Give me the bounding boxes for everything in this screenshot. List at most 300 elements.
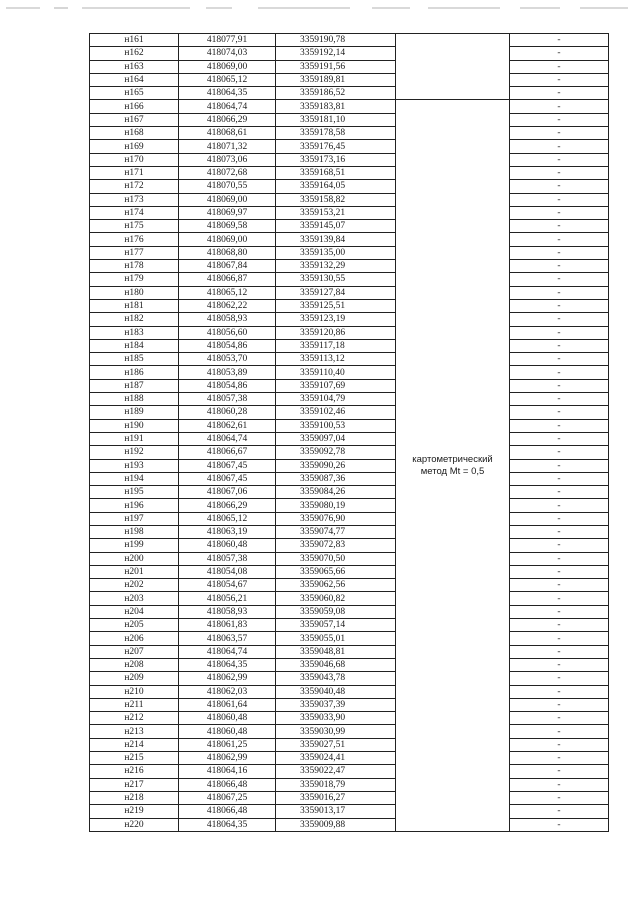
point-id-cell: н202 xyxy=(90,579,179,592)
x-coordinate-cell: 418066,87 xyxy=(179,273,276,286)
x-coordinate-cell: 418068,61 xyxy=(179,127,276,140)
table-row xyxy=(90,366,609,379)
description-cell: - xyxy=(510,166,609,179)
point-id-cell: н163 xyxy=(90,60,179,73)
x-coordinate-cell: 418064,35 xyxy=(179,87,276,100)
x-coordinate-cell: 418077,91 xyxy=(179,34,276,47)
y-coordinate-cell: 3359125,51 xyxy=(276,299,396,312)
description-cell: - xyxy=(510,34,609,47)
x-coordinate-cell: 418074,03 xyxy=(179,47,276,60)
table-row xyxy=(90,658,609,671)
y-coordinate-cell: 3359176,45 xyxy=(276,140,396,153)
description-cell: - xyxy=(510,113,609,126)
table-row xyxy=(90,73,609,86)
point-id-cell: н206 xyxy=(90,632,179,645)
y-coordinate-cell: 3359033,90 xyxy=(276,712,396,725)
description-cell: - xyxy=(510,552,609,565)
description-cell: - xyxy=(510,512,609,525)
x-coordinate-cell: 418065,12 xyxy=(179,512,276,525)
description-cell: - xyxy=(510,220,609,233)
table-row xyxy=(90,233,609,246)
table-row xyxy=(90,525,609,538)
x-coordinate-cell: 418061,64 xyxy=(179,698,276,711)
y-coordinate-cell: 3359080,19 xyxy=(276,499,396,512)
y-coordinate-cell: 3359139,84 xyxy=(276,233,396,246)
point-id-cell: н181 xyxy=(90,299,179,312)
table-row xyxy=(90,565,609,578)
table-row xyxy=(90,738,609,751)
description-cell: - xyxy=(510,765,609,778)
description-cell: - xyxy=(510,712,609,725)
table-row xyxy=(90,180,609,193)
table-row xyxy=(90,140,609,153)
description-cell: - xyxy=(510,326,609,339)
y-coordinate-cell: 3359016,27 xyxy=(276,791,396,804)
x-coordinate-cell: 418054,08 xyxy=(179,565,276,578)
x-coordinate-cell: 418054,86 xyxy=(179,379,276,392)
y-coordinate-cell: 3359097,04 xyxy=(276,432,396,445)
point-id-cell: н176 xyxy=(90,233,179,246)
x-coordinate-cell: 418066,29 xyxy=(179,499,276,512)
point-id-cell: н215 xyxy=(90,752,179,765)
point-id-cell: н178 xyxy=(90,260,179,273)
x-coordinate-cell: 418062,99 xyxy=(179,752,276,765)
point-id-cell: н180 xyxy=(90,286,179,299)
point-id-cell: н217 xyxy=(90,778,179,791)
method-label-line2: метод Mt = 0,5 xyxy=(420,465,485,477)
table-row xyxy=(90,472,609,485)
x-coordinate-cell: 418064,74 xyxy=(179,100,276,113)
y-coordinate-cell: 3359074,77 xyxy=(276,525,396,538)
point-id-cell: н177 xyxy=(90,246,179,259)
table-row xyxy=(90,712,609,725)
point-id-cell: н200 xyxy=(90,552,179,565)
table-row xyxy=(90,326,609,339)
point-id-cell: н212 xyxy=(90,712,179,725)
description-cell: - xyxy=(510,339,609,352)
y-coordinate-cell: 3359018,79 xyxy=(276,778,396,791)
y-coordinate-cell: 3359191,56 xyxy=(276,60,396,73)
y-coordinate-cell: 3359072,83 xyxy=(276,539,396,552)
table-row xyxy=(90,393,609,406)
x-coordinate-cell: 418071,32 xyxy=(179,140,276,153)
description-cell: - xyxy=(510,738,609,751)
point-id-cell: н195 xyxy=(90,486,179,499)
table-row xyxy=(90,34,609,47)
table-row xyxy=(90,193,609,206)
table-row xyxy=(90,166,609,179)
description-cell: - xyxy=(510,446,609,459)
x-coordinate-cell: 418054,67 xyxy=(179,579,276,592)
x-coordinate-cell: 418067,25 xyxy=(179,791,276,804)
x-coordinate-cell: 418065,12 xyxy=(179,286,276,299)
point-id-cell: н207 xyxy=(90,645,179,658)
point-id-cell: н168 xyxy=(90,127,179,140)
x-coordinate-cell: 418063,19 xyxy=(179,525,276,538)
point-id-cell: н188 xyxy=(90,393,179,406)
y-coordinate-cell: 3359100,53 xyxy=(276,419,396,432)
point-id-cell: н198 xyxy=(90,525,179,538)
x-coordinate-cell: 418057,38 xyxy=(179,393,276,406)
y-coordinate-cell: 3359024,41 xyxy=(276,752,396,765)
description-cell: - xyxy=(510,752,609,765)
y-coordinate-cell: 3359135,00 xyxy=(276,246,396,259)
x-coordinate-cell: 418058,93 xyxy=(179,313,276,326)
point-id-cell: н161 xyxy=(90,34,179,47)
y-coordinate-cell: 3359087,36 xyxy=(276,472,396,485)
table-row xyxy=(90,672,609,685)
table-row xyxy=(90,499,609,512)
description-cell: - xyxy=(510,366,609,379)
y-coordinate-cell: 3359040,48 xyxy=(276,685,396,698)
table-row xyxy=(90,339,609,352)
point-id-cell: н210 xyxy=(90,685,179,698)
x-coordinate-cell: 418065,12 xyxy=(179,73,276,86)
x-coordinate-cell: 418061,25 xyxy=(179,738,276,751)
description-cell: - xyxy=(510,193,609,206)
y-coordinate-cell: 3359013,17 xyxy=(276,805,396,818)
table-row xyxy=(90,486,609,499)
description-cell: - xyxy=(510,180,609,193)
description-cell: - xyxy=(510,260,609,273)
point-id-cell: н179 xyxy=(90,273,179,286)
description-cell: - xyxy=(510,100,609,113)
description-cell: - xyxy=(510,353,609,366)
table-row xyxy=(90,100,609,113)
x-coordinate-cell: 418061,83 xyxy=(179,619,276,632)
table-row xyxy=(90,220,609,233)
table-row xyxy=(90,353,609,366)
x-coordinate-cell: 418056,21 xyxy=(179,592,276,605)
y-coordinate-cell: 3359065,66 xyxy=(276,565,396,578)
y-coordinate-cell: 3359168,51 xyxy=(276,166,396,179)
table-row xyxy=(90,153,609,166)
point-id-cell: н186 xyxy=(90,366,179,379)
description-cell: - xyxy=(510,725,609,738)
point-id-cell: н220 xyxy=(90,818,179,831)
table-row xyxy=(90,605,609,618)
x-coordinate-cell: 418062,61 xyxy=(179,419,276,432)
table-row xyxy=(90,206,609,219)
point-id-cell: н184 xyxy=(90,339,179,352)
point-id-cell: н193 xyxy=(90,459,179,472)
y-coordinate-cell: 3359062,56 xyxy=(276,579,396,592)
y-coordinate-cell: 3359190,78 xyxy=(276,34,396,47)
table-row xyxy=(90,60,609,73)
x-coordinate-cell: 418069,00 xyxy=(179,193,276,206)
table-row xyxy=(90,725,609,738)
point-id-cell: н201 xyxy=(90,565,179,578)
point-id-cell: н171 xyxy=(90,166,179,179)
point-id-cell: н190 xyxy=(90,419,179,432)
description-cell: - xyxy=(510,379,609,392)
description-cell: - xyxy=(510,60,609,73)
table-row xyxy=(90,273,609,286)
description-cell: - xyxy=(510,778,609,791)
x-coordinate-cell: 418062,03 xyxy=(179,685,276,698)
table-row xyxy=(90,805,609,818)
x-coordinate-cell: 418066,67 xyxy=(179,446,276,459)
description-cell: - xyxy=(510,632,609,645)
point-id-cell: н203 xyxy=(90,592,179,605)
table-row xyxy=(90,419,609,432)
x-coordinate-cell: 418062,22 xyxy=(179,299,276,312)
description-cell: - xyxy=(510,419,609,432)
x-coordinate-cell: 418064,74 xyxy=(179,645,276,658)
point-id-cell: н183 xyxy=(90,326,179,339)
x-coordinate-cell: 418066,48 xyxy=(179,778,276,791)
y-coordinate-cell: 3359030,99 xyxy=(276,725,396,738)
method-label-line1: картометрический xyxy=(412,453,493,465)
point-id-cell: н205 xyxy=(90,619,179,632)
table-row xyxy=(90,592,609,605)
y-coordinate-cell: 3359113,12 xyxy=(276,353,396,366)
y-coordinate-cell: 3359117,18 xyxy=(276,339,396,352)
table-row xyxy=(90,87,609,100)
x-coordinate-cell: 418060,28 xyxy=(179,406,276,419)
point-id-cell: н162 xyxy=(90,47,179,60)
point-id-cell: н182 xyxy=(90,313,179,326)
table-row xyxy=(90,645,609,658)
description-cell: - xyxy=(510,579,609,592)
description-cell: - xyxy=(510,472,609,485)
table-row xyxy=(90,299,609,312)
x-coordinate-cell: 418069,00 xyxy=(179,60,276,73)
point-id-cell: н199 xyxy=(90,539,179,552)
description-cell: - xyxy=(510,698,609,711)
coordinates-table-body xyxy=(90,34,609,832)
table-row xyxy=(90,539,609,552)
x-coordinate-cell: 418069,58 xyxy=(179,220,276,233)
description-cell: - xyxy=(510,791,609,804)
y-coordinate-cell: 3359046,68 xyxy=(276,658,396,671)
y-coordinate-cell: 3359022,47 xyxy=(276,765,396,778)
y-coordinate-cell: 3359123,19 xyxy=(276,313,396,326)
y-coordinate-cell: 3359120,86 xyxy=(276,326,396,339)
y-coordinate-cell: 3359104,79 xyxy=(276,393,396,406)
description-cell: - xyxy=(510,818,609,831)
y-coordinate-cell: 3359055,01 xyxy=(276,632,396,645)
y-coordinate-cell: 3359027,51 xyxy=(276,738,396,751)
y-coordinate-cell: 3359043,78 xyxy=(276,672,396,685)
description-cell: - xyxy=(510,605,609,618)
table-row xyxy=(90,778,609,791)
y-coordinate-cell: 3359102,46 xyxy=(276,406,396,419)
y-coordinate-cell: 3359164,05 xyxy=(276,180,396,193)
table-row xyxy=(90,127,609,140)
method-cell-empty xyxy=(396,34,510,100)
description-cell: - xyxy=(510,658,609,671)
y-coordinate-cell: 3359186,52 xyxy=(276,87,396,100)
description-cell: - xyxy=(510,432,609,445)
y-coordinate-cell: 3359070,50 xyxy=(276,552,396,565)
point-id-cell: н197 xyxy=(90,512,179,525)
point-id-cell: н187 xyxy=(90,379,179,392)
point-id-cell: н172 xyxy=(90,180,179,193)
x-coordinate-cell: 418060,48 xyxy=(179,712,276,725)
description-cell: - xyxy=(510,299,609,312)
description-cell: - xyxy=(510,539,609,552)
x-coordinate-cell: 418066,29 xyxy=(179,113,276,126)
x-coordinate-cell: 418069,97 xyxy=(179,206,276,219)
x-coordinate-cell: 418053,70 xyxy=(179,353,276,366)
description-cell: - xyxy=(510,273,609,286)
y-coordinate-cell: 3359189,81 xyxy=(276,73,396,86)
x-coordinate-cell: 418067,45 xyxy=(179,459,276,472)
x-coordinate-cell: 418067,84 xyxy=(179,260,276,273)
description-cell: - xyxy=(510,672,609,685)
description-cell: - xyxy=(510,73,609,86)
description-cell: - xyxy=(510,619,609,632)
x-coordinate-cell: 418056,60 xyxy=(179,326,276,339)
y-coordinate-cell: 3359153,21 xyxy=(276,206,396,219)
point-id-cell: н165 xyxy=(90,87,179,100)
point-id-cell: н173 xyxy=(90,193,179,206)
point-id-cell: н208 xyxy=(90,658,179,671)
table-row xyxy=(90,632,609,645)
table-row xyxy=(90,313,609,326)
description-cell: - xyxy=(510,565,609,578)
description-cell: - xyxy=(510,206,609,219)
x-coordinate-cell: 418073,06 xyxy=(179,153,276,166)
y-coordinate-cell: 3359178,58 xyxy=(276,127,396,140)
point-id-cell: н194 xyxy=(90,472,179,485)
x-coordinate-cell: 418053,89 xyxy=(179,366,276,379)
table-row xyxy=(90,432,609,445)
y-coordinate-cell: 3359060,82 xyxy=(276,592,396,605)
description-cell: - xyxy=(510,127,609,140)
point-id-cell: н214 xyxy=(90,738,179,751)
y-coordinate-cell: 3359130,55 xyxy=(276,273,396,286)
table-row xyxy=(90,752,609,765)
point-id-cell: н218 xyxy=(90,791,179,804)
y-coordinate-cell: 3359076,90 xyxy=(276,512,396,525)
description-cell: - xyxy=(510,459,609,472)
y-coordinate-cell: 3359173,16 xyxy=(276,153,396,166)
table-row xyxy=(90,260,609,273)
description-cell: - xyxy=(510,805,609,818)
point-id-cell: н189 xyxy=(90,406,179,419)
description-cell: - xyxy=(510,47,609,60)
description-cell: - xyxy=(510,499,609,512)
y-coordinate-cell: 3359057,14 xyxy=(276,619,396,632)
scan-artifact-strip xyxy=(0,0,640,12)
y-coordinate-cell: 3359059,08 xyxy=(276,605,396,618)
y-coordinate-cell: 3359107,69 xyxy=(276,379,396,392)
description-cell: - xyxy=(510,313,609,326)
x-coordinate-cell: 418072,68 xyxy=(179,166,276,179)
x-coordinate-cell: 418067,45 xyxy=(179,472,276,485)
y-coordinate-cell: 3359110,40 xyxy=(276,366,396,379)
x-coordinate-cell: 418070,55 xyxy=(179,180,276,193)
table-row xyxy=(90,619,609,632)
y-coordinate-cell: 3359092,78 xyxy=(276,446,396,459)
table-row xyxy=(90,459,609,472)
description-cell: - xyxy=(510,525,609,538)
y-coordinate-cell: 3359181,10 xyxy=(276,113,396,126)
table-row xyxy=(90,47,609,60)
point-id-cell: н175 xyxy=(90,220,179,233)
table-row xyxy=(90,698,609,711)
x-coordinate-cell: 418066,48 xyxy=(179,805,276,818)
point-id-cell: н164 xyxy=(90,73,179,86)
description-cell: - xyxy=(510,87,609,100)
description-cell: - xyxy=(510,286,609,299)
x-coordinate-cell: 418057,38 xyxy=(179,552,276,565)
x-coordinate-cell: 418063,57 xyxy=(179,632,276,645)
point-id-cell: н204 xyxy=(90,605,179,618)
table-row xyxy=(90,685,609,698)
x-coordinate-cell: 418064,74 xyxy=(179,432,276,445)
table-row xyxy=(90,791,609,804)
table-row xyxy=(90,246,609,259)
table-row xyxy=(90,512,609,525)
table-row xyxy=(90,446,609,459)
x-coordinate-cell: 418064,35 xyxy=(179,658,276,671)
y-coordinate-cell: 3359132,29 xyxy=(276,260,396,273)
y-coordinate-cell: 3359183,81 xyxy=(276,100,396,113)
description-cell: - xyxy=(510,645,609,658)
point-id-cell: н174 xyxy=(90,206,179,219)
table-row xyxy=(90,379,609,392)
point-id-cell: н191 xyxy=(90,432,179,445)
table-row xyxy=(90,113,609,126)
point-id-cell: н166 xyxy=(90,100,179,113)
table-row xyxy=(90,406,609,419)
description-cell: - xyxy=(510,246,609,259)
x-coordinate-cell: 418054,86 xyxy=(179,339,276,352)
y-coordinate-cell: 3359127,84 xyxy=(276,286,396,299)
coordinates-table xyxy=(89,33,609,832)
point-id-cell: н216 xyxy=(90,765,179,778)
y-coordinate-cell: 3359145,07 xyxy=(276,220,396,233)
description-cell: - xyxy=(510,486,609,499)
description-cell: - xyxy=(510,153,609,166)
point-id-cell: н192 xyxy=(90,446,179,459)
description-cell: - xyxy=(510,233,609,246)
point-id-cell: н209 xyxy=(90,672,179,685)
point-id-cell: н169 xyxy=(90,140,179,153)
table-row xyxy=(90,765,609,778)
x-coordinate-cell: 418062,99 xyxy=(179,672,276,685)
point-id-cell: н170 xyxy=(90,153,179,166)
method-cell xyxy=(396,100,510,831)
x-coordinate-cell: 418060,48 xyxy=(179,539,276,552)
table-row xyxy=(90,286,609,299)
description-cell: - xyxy=(510,685,609,698)
y-coordinate-cell: 3359037,39 xyxy=(276,698,396,711)
point-id-cell: н196 xyxy=(90,499,179,512)
description-cell: - xyxy=(510,592,609,605)
point-id-cell: н167 xyxy=(90,113,179,126)
x-coordinate-cell: 418060,48 xyxy=(179,725,276,738)
x-coordinate-cell: 418064,35 xyxy=(179,818,276,831)
y-coordinate-cell: 3359192,14 xyxy=(276,47,396,60)
y-coordinate-cell: 3359158,82 xyxy=(276,193,396,206)
y-coordinate-cell: 3359090,26 xyxy=(276,459,396,472)
x-coordinate-cell: 418068,80 xyxy=(179,246,276,259)
point-id-cell: н219 xyxy=(90,805,179,818)
description-cell: - xyxy=(510,406,609,419)
y-coordinate-cell: 3359009,88 xyxy=(276,818,396,831)
table-row xyxy=(90,818,609,831)
table-row xyxy=(90,552,609,565)
x-coordinate-cell: 418058,93 xyxy=(179,605,276,618)
x-coordinate-cell: 418069,00 xyxy=(179,233,276,246)
y-coordinate-cell: 3359084,26 xyxy=(276,486,396,499)
x-coordinate-cell: 418064,16 xyxy=(179,765,276,778)
point-id-cell: н185 xyxy=(90,353,179,366)
